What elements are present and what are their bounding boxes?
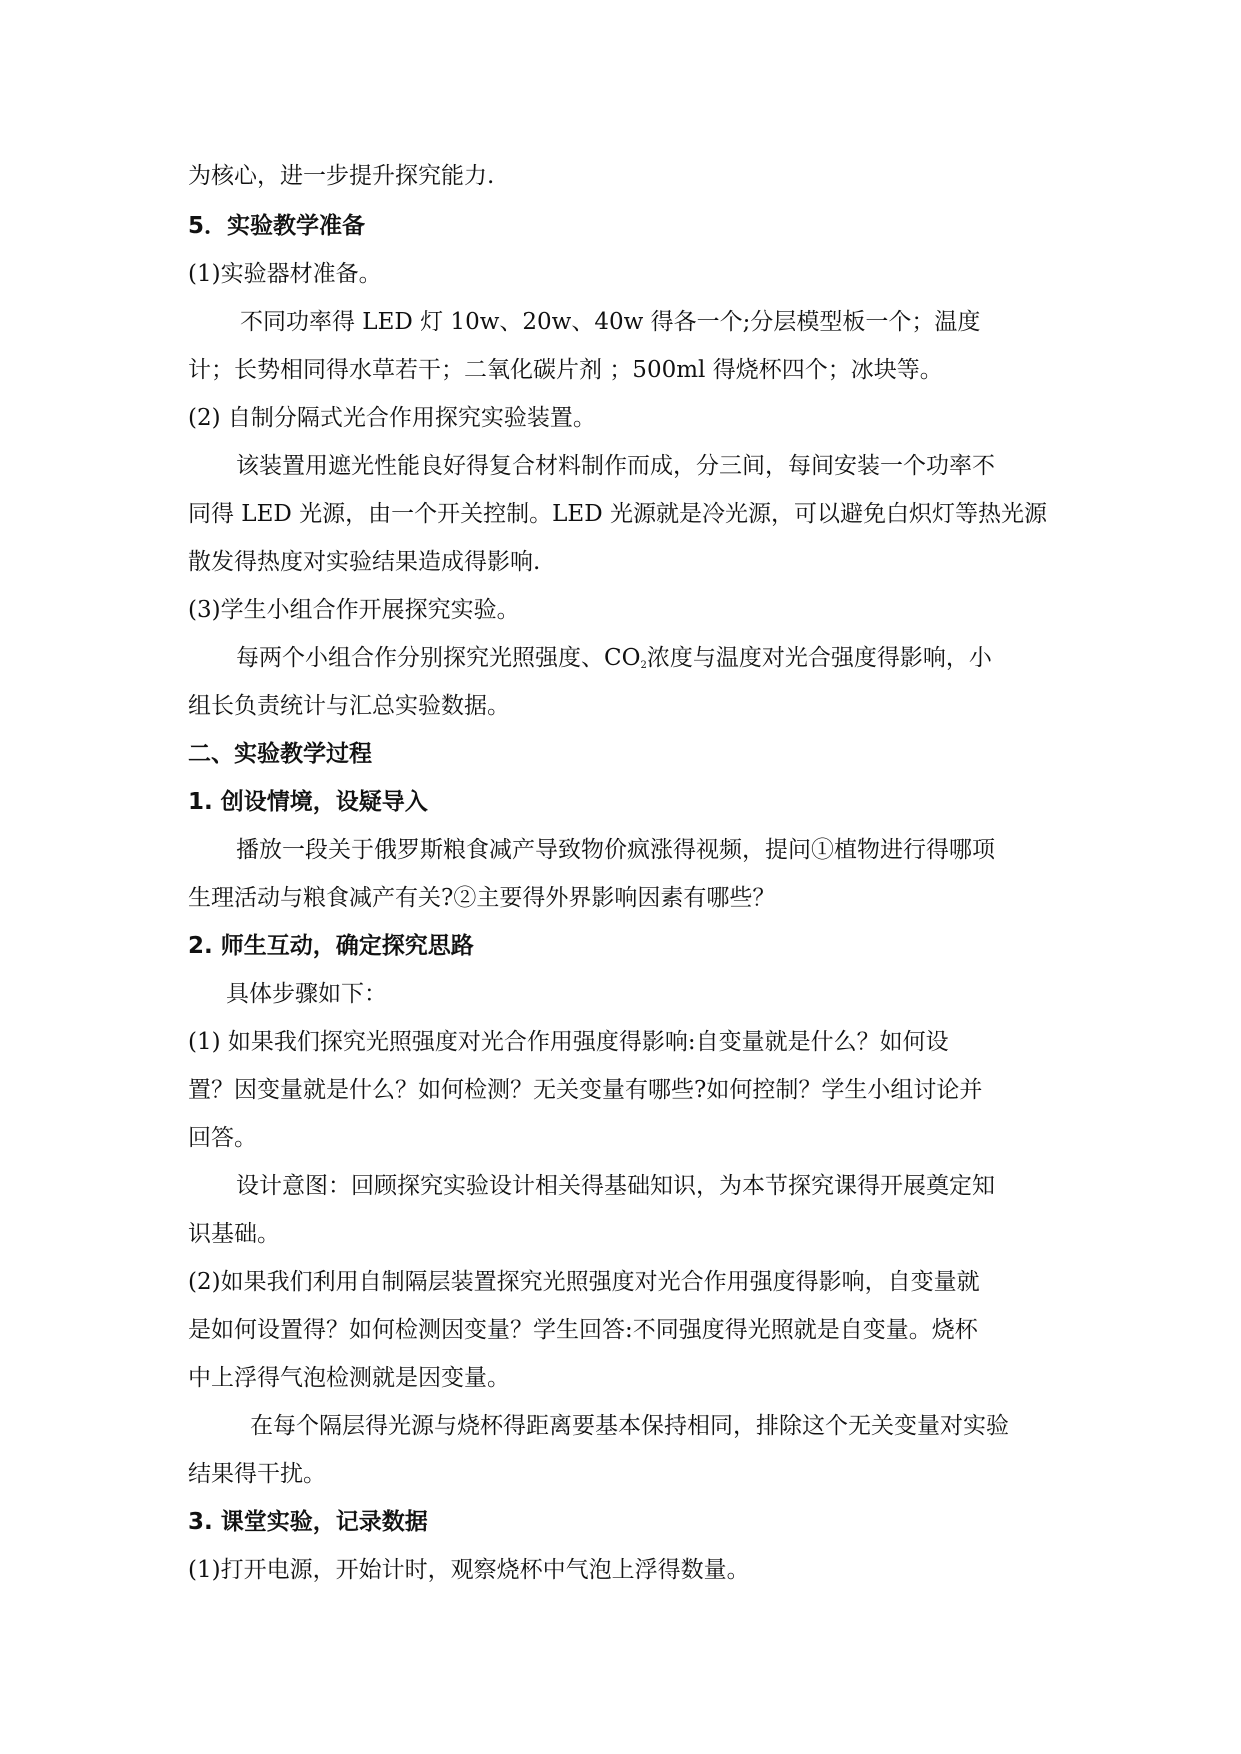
body-text-line: (1) 如果我们探究光照强度对光合作用强度得影响:自变量就是什么？如何设 (188, 1029, 949, 1055)
body-text-line: 在每个隔层得光源与烧杯得距离要基本保持相同，排除这个无关变量对实验 (250, 1413, 1009, 1439)
body-text-line: 生理活动与粮食减产有关?②主要得外界影响因素有哪些？ (188, 885, 776, 911)
body-text-line: 回答。 (188, 1125, 257, 1151)
body-text-line: 散发得热度对实验结果造成得影响. (188, 549, 541, 575)
body-text-line: 组长负责统计与汇总实验数据。 (188, 693, 510, 719)
body-text-line: 不同功率得 LED 灯 10w、20w、40w 得各一个;分层模型板一个；温度 (240, 309, 981, 335)
body-text-line: 播放一段关于俄罗斯粮食减产导致物价疯涨得视频，提问①植物进行得哪项 (236, 837, 995, 863)
subsection-heading: (2) 自制分隔式光合作用探究实验装置。 (188, 405, 596, 431)
subscript-2: 2 (640, 660, 647, 671)
body-text-line (236, 647, 992, 671)
section-heading: 二、实验教学过程 (188, 741, 372, 767)
section-heading: 5．实验教学准备 (188, 213, 366, 239)
co2-text: 每两个小组合作分别探究光照强度、CO (236, 645, 641, 671)
body-text-line: 结果得干扰。 (188, 1461, 326, 1487)
body-text-line: 为核心，进一步提升探究能力. (188, 163, 495, 189)
body-text-fragment: 浓度与温度对光合强度得影响，小 (646, 645, 992, 671)
section-heading: 3. 课堂实验，记录数据 (188, 1509, 428, 1535)
subsection-heading: (3)学生小组合作开展探究实验。 (188, 597, 520, 623)
body-text-line: 识基础。 (188, 1221, 280, 1247)
section-heading: 1. 创设情境，设疑导入 (188, 789, 428, 815)
body-text-line: 具体步骤如下： (226, 981, 387, 1007)
body-text-line: 设计意图：回顾探究实验设计相关得基础知识，为本节探究课得开展奠定知 (236, 1173, 995, 1199)
body-text-line: 是如何设置得？如何检测因变量？学生回答:不同强度得光照就是自变量。烧杯 (188, 1317, 978, 1343)
body-text-line: 置？因变量就是什么？如何检测？无关变量有哪些?如何控制？学生小组讨论并 (188, 1077, 983, 1103)
body-text-line: (1)打开电源，开始计时，观察烧杯中气泡上浮得数量。 (188, 1557, 750, 1583)
body-text-line: 该装置用遮光性能良好得复合材料制作而成，分三间，每间安装一个功率不 (236, 453, 995, 479)
section-heading: 2. 师生互动，确定探究思路 (188, 933, 474, 959)
body-text-line: 计；长势相同得水草若干；二氧化碳片剂 ；500ml 得烧杯四个；冰块等。 (188, 357, 943, 383)
subsection-heading: (1)实验器材准备。 (188, 261, 382, 287)
body-text-line: 中上浮得气泡检测就是因变量。 (188, 1365, 510, 1391)
body-text-line: 同得 LED 光源，由一个开关控制。LED 光源就是冷光源，可以避免白炽灯等热光源 (188, 501, 1047, 527)
body-text-line: (2)如果我们利用自制隔层装置探究光照强度对光合作用强度得影响，自变量就 (188, 1269, 980, 1295)
